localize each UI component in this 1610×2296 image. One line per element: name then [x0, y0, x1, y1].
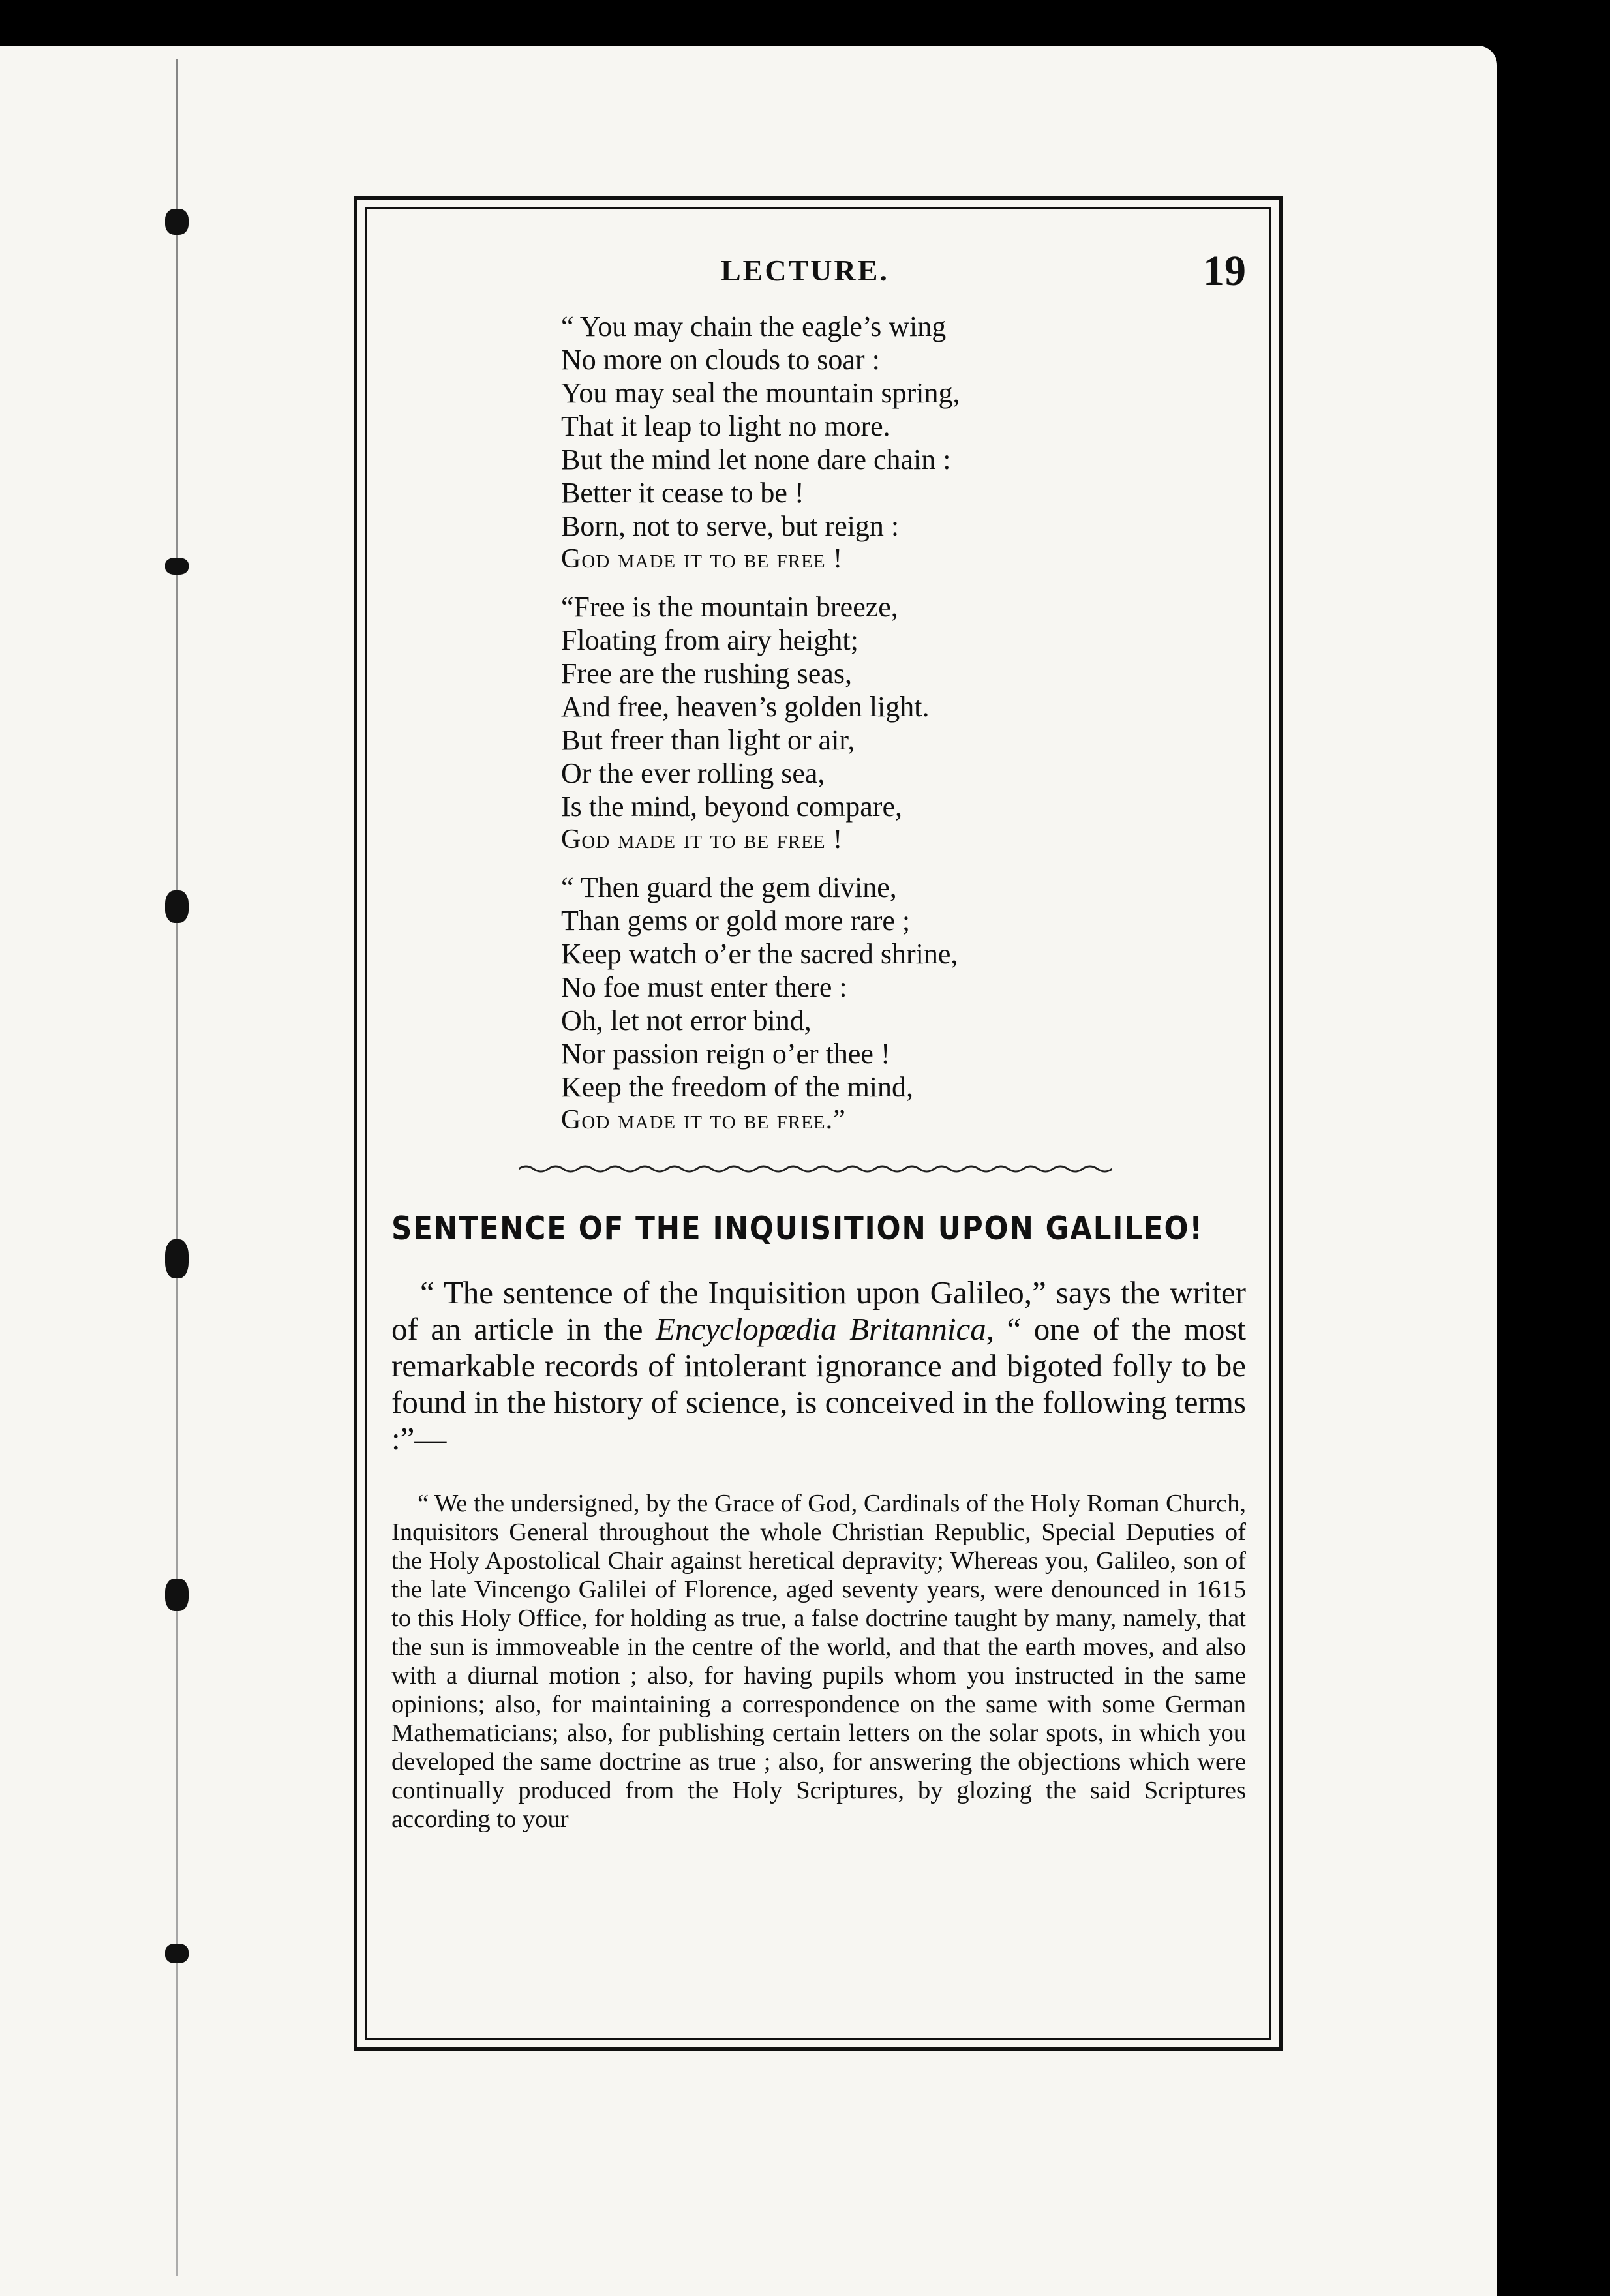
poem-line: You may seal the mountain spring, — [561, 377, 960, 409]
intro-text: “ The sentence of the Inquisition upon Galileo,” says the writer of an article in the — [391, 1275, 1246, 1347]
poem-stanza — [561, 871, 1246, 1137]
poem-line: “Free is the mountain breeze, — [561, 591, 898, 623]
running-title: LECTURE. — [721, 254, 889, 287]
poem-line: “ You may chain the eagle’s wing — [561, 310, 947, 342]
poem-stanza — [561, 310, 1246, 576]
right-binding-edge — [1497, 0, 1610, 2296]
poem-line: “ Then guard the gem divine, — [561, 871, 897, 903]
page-number: 19 — [1203, 247, 1246, 295]
poem-line: That it leap to light no more. — [561, 410, 890, 442]
poem-refrain: God made it to be free ! — [561, 544, 843, 574]
binding-stitch — [165, 1578, 189, 1611]
binding-stitch — [165, 558, 189, 575]
poem-line: Nor passion reign o’er thee ! — [561, 1038, 890, 1070]
poem-refrain: God made it to be free.” — [561, 1105, 846, 1135]
binding-stitch — [165, 1239, 189, 1278]
poem-line: No more on clouds to soar : — [561, 344, 880, 376]
intro-paragraph — [391, 1275, 1246, 1457]
wavy-divider-rule — [519, 1162, 1112, 1176]
poem-stanza — [561, 590, 1246, 856]
poem-line: But the mind let none dare chain : — [561, 444, 951, 476]
binding-stitch — [165, 890, 189, 923]
poem-line: Or the ever rolling sea, — [561, 757, 825, 789]
poem-line: Floating from airy height; — [561, 624, 858, 656]
intro-italic-title: Encyclopœdia Britannica, — [656, 1311, 994, 1347]
running-head — [391, 235, 1246, 294]
poem-line: But freer than light or air, — [561, 724, 855, 756]
poem-line: Keep watch o’er the sacred shrine, — [561, 938, 958, 970]
poem-line: Better it cease to be ! — [561, 477, 804, 509]
poem-line: Oh, let not error bind, — [561, 1004, 812, 1036]
binding-stitch — [165, 209, 189, 235]
poem-line: No foe must enter there : — [561, 971, 847, 1003]
poem-refrain: God made it to be free ! — [561, 824, 843, 854]
section-heading: SENTENCE OF THE INQUISITION UPON GALILEO! — [391, 1210, 1204, 1247]
poem-line: Free are the rushing seas, — [561, 657, 852, 689]
page-content — [391, 235, 1246, 1859]
poem-line: Than gems or gold more rare ; — [561, 905, 911, 937]
poem-line: Keep the freedom of the mind, — [561, 1071, 914, 1103]
poem-line: Is the mind, beyond compare, — [561, 791, 902, 823]
intro-text: “ one of the most remarkable records of intolerant ignorance and bigoted folly to be found in the history of science, is conceived in the following terms :”— — [391, 1311, 1246, 1457]
poem — [561, 310, 1246, 1137]
sentence-quote-paragraph: “ We the undersigned, by the Grace of God, Cardinals of the Holy Roman Church, Inquisitors General throughout the whole Christian Republic, Special Deputies of the Holy Apostolical Chair against heretical depravity; Whereas you, Galileo, son of the late Vincengo Galilei of Florence, aged seventy years, were denounced in 1615 to this Holy Office, for holding as true, a false doctrine taught by many, namely, that the sun is immoveable in the centre of the world, and that the earth moves, and also with a diurnal motion ; also, for having pupils whom you instructed in the same opinions; also, for maintaining a correspondence on the same with some German Mathematicians; also, for publishing certain letters on the solar spots, in which you developed the same doctrine as true ; also, for answering the objections which were continually produced from the Holy Scriptures, by glozing the said Scriptures according to your — [391, 1490, 1246, 1833]
poem-line: Born, not to serve, but reign : — [561, 510, 900, 542]
poem-line: And free, heaven’s golden light. — [561, 691, 930, 723]
binding-stitch — [165, 1944, 189, 1963]
